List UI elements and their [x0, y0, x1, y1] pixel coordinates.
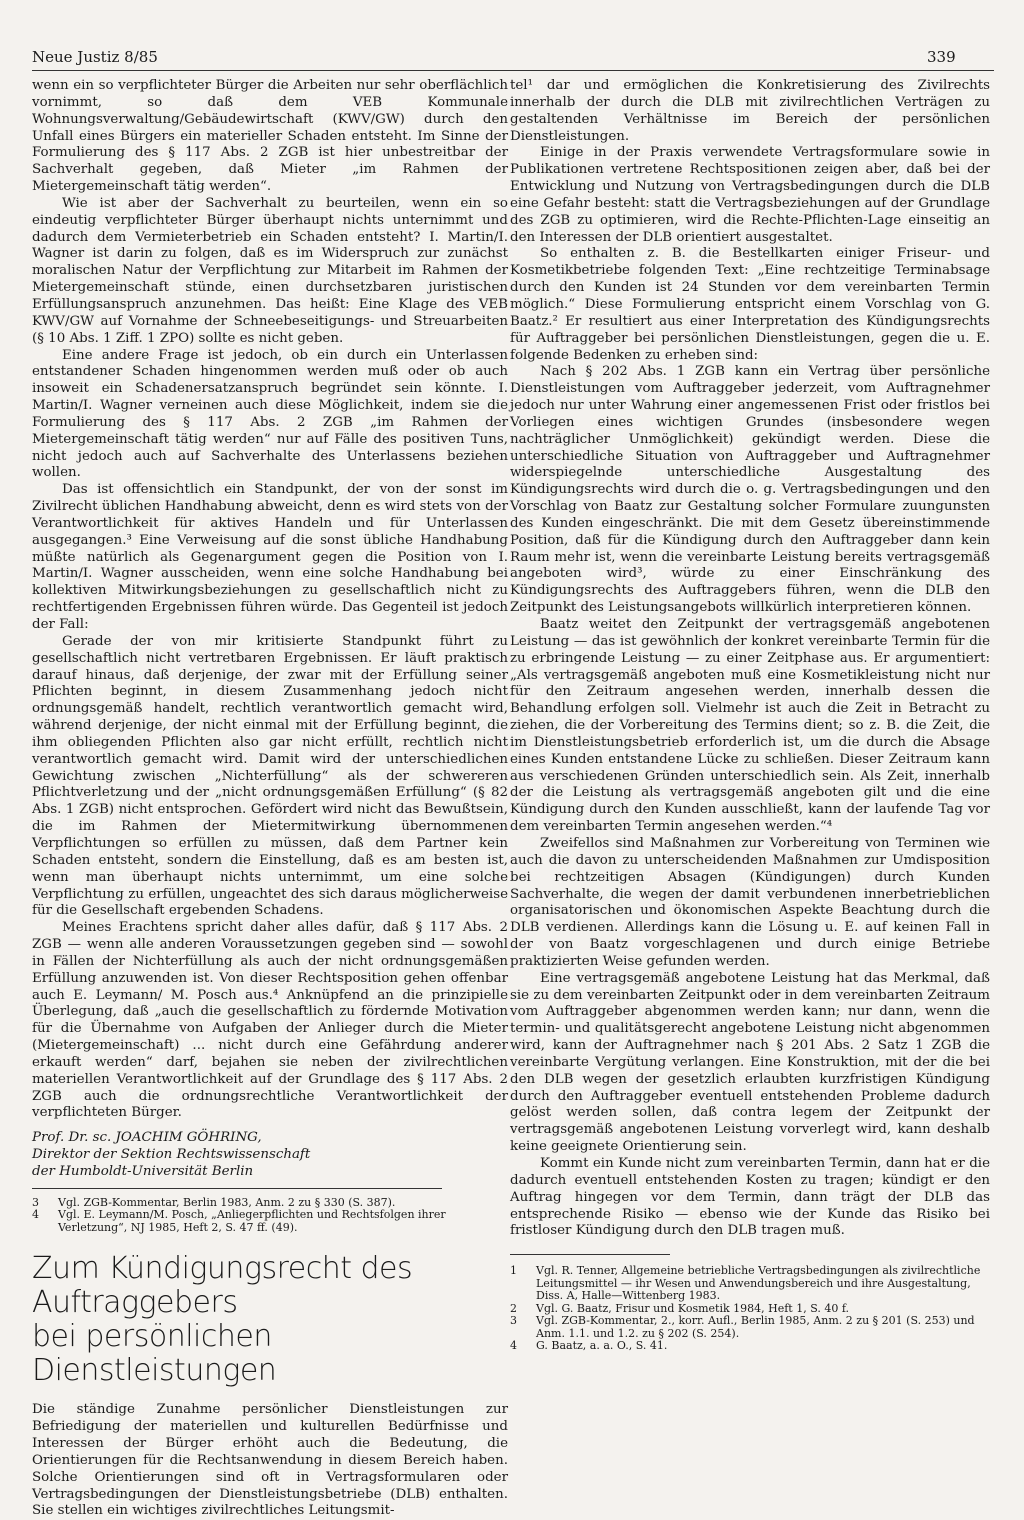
paragraph: Wie ist aber der Sachverhalt zu beurteilen, wenn ein so eindeutig verpflichteter Bürger überhaupt nichts unternimmt und dadurch dem Vermieterbetrieb ein Schaden entsteht? I. Martin/I. Wagner ist darin zu folgen, daß es im Widerspruch zur zunächst moralischen Natur der Verpflichtung zur Mitarbeit im Rahmen der Mietergemeinschaft stünde, einen durchsetzbaren juristischen Erfüllungsanspruch anzunehmen. Das heißt: Eine Klage des VEB KWV/GW auf Vornahme der Schneebeseitigungs- und Streuarbeiten (§ 10 Abs. 1 Ziff. 1 ZPO) sollte es nicht geben. [32, 195, 508, 346]
paragraph: So enthalten z. B. die Bestellkarten einiger Friseur- und Kosmetikbetriebe folgenden Text: „Eine rechtzeitige Terminabsage durch den Kunden ist 24 Stunden vor dem vereinbarten Termin möglich.“ Diese Formulierung entspricht einem Vorschlag von G. Baatz.² Er resultiert aus einer Interpretation des Kündigungsrechts für Auftraggeber bei persönlichen Dienstleistungen, gegen die u. E. folgende Bedenken zu erheben sind: [510, 246, 990, 363]
footnote-number: 4 [510, 1339, 517, 1353]
footnote-number: 3 [510, 1314, 517, 1328]
footnote [510, 1265, 990, 1303]
footnote [510, 1340, 990, 1353]
paragraph: wenn ein so verpflichteter Bürger die Arbeiten nur sehr oberflächlich vornimmt, so daß dem VEB Kommunale Wohnungsverwaltung/Gebäudewirtschaft (KWV/GW) durch den Unfall eines Bürgers ein materieller Schaden entsteht. Im Sinne der Formulierung des § 117 Abs. 2 ZGB ist hier unbestreitbar der Sachverhalt gegeben, daß Mieter „im Rahmen der Mietergemeinschaft tätig werden“. [32, 78, 508, 195]
paragraph: Kommt ein Kunde nicht zum vereinbarten Termin, dann hat er die dadurch eventuell entstehenden Kosten zu tragen; kündigt er den Auftrag hingegen vor dem Termin, dann trägt der DLB das entsprechende Risiko — ebenso wie der Kunde das Risiko bei fristloser Kündigung durch den DLB tragen muß. [510, 1156, 990, 1239]
footnote-text: Vgl. ZGB-Kommentar, 2., korr. Aufl., Berlin 1985, Anm. 2 zu § 201 (S. 253) und Anm. 1.1. und 1.2. zu § 202 (S. 254). [536, 1314, 975, 1340]
paragraph: Das ist offensichtlich ein Standpunkt, der von der sonst im Zivilrecht üblichen Handhabung abweicht, denn es wird stets von der Verantwortlichkeit für aktives Handeln und für Unterlassen ausgegangen.³ Eine Verweisung auf die sonst übliche Handhabung müßte natürlich als Gegenargument gegen die Position von I. Martin/I. Wagner ausscheiden, wenn eine solche Handhabung bei kollektiven Mitwirkungsbeziehungen zu gesellschaftlich nicht zu rechtfertigenden Ergebnissen führen würde. Das Gegenteil ist jedoch der Fall: [32, 482, 508, 632]
article-title-line: bei persönlichen Dienstleistungen [32, 1319, 277, 1389]
paragraph: Einige in der Praxis verwendete Vertragsformulare sowie in Publikationen vertretene Rechtspositionen zeigen aber, daß bei der Entwicklung und Nutzung von Vertragsbedingungen durch die DLB eine Gefahr besteht: statt die Vertragsbeziehungen auf der Grundlage des ZGB zu optimieren, wird die Rechte-Pflichten-Lage einseitig an den Interessen der DLB orientiert ausgestaltet. [510, 145, 990, 245]
footnote-text: Vgl. G. Baatz, Frisur und Kosmetik 1984, Heft 1, S. 40 f. [536, 1301, 850, 1315]
footnote-text: Vgl. E. Leymann/M. Posch, „Anliegerpflichten und Rechtsfolgen ihrer Verletzung“, NJ 1985, Heft 2, S. 47 ff. (49). [58, 1208, 446, 1234]
signature-line: Direktor der Sektion Rechtswissenschaft [32, 1147, 311, 1163]
paragraph: Eine andere Frage ist jedoch, ob ein durch ein Unterlassen entstandener Schaden hingenommen werden muß oder ob auch insoweit ein Schadenersatzanspruch begründet sein könnte. I. Martin/I. Wagner verneinen auch diese Möglichkeit, indem sie die Formulierung des § 117 Abs. 2 ZGB „im Rahmen der Mietergemeinschaft tätig werden“ nur auf Fälle des positiven Tuns, nicht jedoch auch auf Sachverhalte des Unterlassens beziehen wollen. [32, 347, 508, 481]
header-rule [32, 70, 994, 71]
author-signature [32, 1130, 508, 1181]
paragraph: Baatz weitet den Zeitpunkt der vertragsgemäß angebotenen Leistung — das ist gewöhnlich der konkret vereinbarte Termin für die zu erbringende Leistung — zu einer Zeitphase aus. Er argumentiert: „Als vertragsgemäß angeboten muß eine Kosmetikleistung nicht nur für den Zeitraum angesehen werden, innerhalb dessen die Behandlung erfolgen soll. Vielmehr ist auch die Zeit in Betracht zu ziehen, die der Vorbereitung des Termins dient; so z. B. die Zeit, die im Dienstleistungsbetrieb erforderlich ist, um die durch die Absage eines Kunden entstandene Lücke zu schließen. Dieser Zeitraum kann aus verschiedenen Gründen unterschiedlich sein. Als Zeit, innerhalb der die Leistung als vertragsgemäß angeboten gilt und die eine Kündigung durch den Kunden ausschließt, kann der laufende Tag vor dem vereinbarten Termin angesehen werden.“⁴ [510, 617, 990, 835]
article-title-line: Zum Kündigungsrecht des Auftraggebers [32, 1251, 413, 1321]
signature-line: der Humboldt-Universität Berlin [32, 1164, 254, 1179]
article-intro: Die ständige Zunahme persönlicher Dienstleistungen zur Befriedigung der materiellen und kulturellen Bedürfnisse und Interessen der Bürger erhöht auch die Bedeutung, die Orientierungen für die Rechtsanwendung in diesem Bereich haben. Solche Orientierungen sind oft in Vertragsformularen oder Vertragsbedingungen der Dienstleistungsbetriebe (DLB) enthalten. Sie stellen ein wichtiges zivilrechtliches Leitungsmit- [32, 1402, 508, 1519]
footnote-number: 4 [32, 1208, 39, 1222]
paragraph: tel¹ dar und ermöglichen die Konkretisierung des Zivilrechts innerhalb der durch die DLB mit zivilrechtlichen Verträgen zu gestaltenden Verhältnisse im Bereich der persönlichen Dienstleistungen. [510, 78, 990, 144]
footnote-text: Vgl. ZGB-Kommentar, Berlin 1983, Anm. 2 zu § 330 (S. 387). [58, 1195, 396, 1209]
right-column [510, 78, 990, 1353]
footnote-number: 3 [32, 1195, 39, 1209]
footnote-number: 1 [510, 1264, 517, 1278]
journal-header: Neue Justiz 8/85 [32, 48, 158, 66]
paragraph: Meines Erachtens spricht daher alles dafür, daß § 117 Abs. 2 ZGB — wenn alle anderen Voraussetzungen gegeben sind — sowohl in Fällen der Nichterfüllung als auch der nicht ordnungsgemäßen Erfüllung anzuwenden ist. Von dieser Rechtsposition gehen offenbar auch E. Leymann/ M. Posch aus.⁴ Anknüpfend an die prinzipielle Überlegung, daß „auch die gesellschaftlich zu fördernde Motivation für die Übernahme von Aufgaben der Anlieger durch die Mieter (Mietergemeinschaft) ... nicht durch eine Gefährdung anderer erkauft werden“ darf, bejahen sie neben der zivilrechtlichen materiellen Verantwortlichkeit auf der Grundlage des § 117 Abs. 2 ZGB auch die ordnungsrechtliche Verantwortlichkeit der verpflichteten Bürger. [32, 920, 508, 1121]
footnote-text: G. Baatz, a. a. O., S. 41. [536, 1339, 668, 1353]
footnote-number: 2 [510, 1301, 517, 1315]
footnotes-left [32, 1197, 508, 1235]
footnote-rule [32, 1188, 442, 1189]
footnote-rule [510, 1254, 670, 1255]
footnotes-right [510, 1265, 990, 1353]
footnote-text: Vgl. R. Tenner, Allgemeine betriebliche Vertragsbedingungen als zivilrechtliche Leitungsmittel — ihr Wesen und Anwendungsbereich und ihre Ausgestaltung, Diss. A, Halle—Wittenberg 1983. [536, 1264, 981, 1303]
footnote [510, 1315, 990, 1340]
signature-line: Prof. Dr. sc. JOACHIM GÖHRING, [32, 1130, 262, 1146]
page-number: 339 [927, 48, 956, 66]
article-title [32, 1252, 508, 1388]
footnote [32, 1209, 508, 1234]
paragraph: Eine vertragsgemäß angebotene Leistung hat das Merkmal, daß sie zu dem vereinbarten Zeitpunkt oder in dem vereinbarten Zeitraum vom Auftraggeber abgenommen werden kann; nur dann, wenn die termin- und qualitätsgerecht angebotene Leistung nicht abgenommen wird, kann der Auftragnehmer nach § 201 Abs. 2 Satz 1 ZGB die vereinbarte Vergütung verlangen. Eine Konstruktion, mit der die bei den DLB wegen der gesetzlich erlaubten kurzfristigen Kündigung durch den Auftraggeber eventuell entstehenden Probleme dadurch gelöst werden sollen, daß contra legem der Zeitpunkt der vertragsgemäß angebotenen Leistung vorverlegt wird, kann deshalb keine geeignete Orientierung sein. [510, 970, 990, 1155]
paragraph: Nach § 202 Abs. 1 ZGB kann ein Vertrag über persönliche Dienstleistungen vom Auftraggeber jederzeit, vom Auftragnehmer jedoch nur unter Wahrung einer angemessenen Frist oder fristlos bei Vorliegen eines wichtigen Grundes (insbesondere wegen nachträglicher Unmöglichkeit) gekündigt werden. Diese die unterschiedliche Situation von Auftraggeber und Auftragnehmer widerspiegelnde unterschiedliche Ausgestaltung des Kündigungsrechts wird durch die o. g. Vertragsbedingungen und den Vorschlag von Baatz zur Gestaltung solcher Formulare zuungunsten des Kunden eingeschränkt. Die mit dem Gesetz übereinstimmende Position, daß für die Kündigung durch den Auftraggeber dann kein Raum mehr ist, wenn die vereinbarte Leistung bereits vertragsgemäß angeboten wird³, würde zu einer Einschränkung des Kündigungsrechts des Auftraggebers führen, wenn die DLB den Zeitpunkt des Leistungsangebots willkürlich interpretieren können. [510, 364, 990, 616]
left-column [32, 78, 508, 1520]
paragraph: Zweifellos sind Maßnahmen zur Vorbereitung von Terminen wie auch die davon zu unterscheidenden Maßnahmen zur Umdisposition bei rechtzeitigen Absagen (Kündigungen) durch Kunden Sachverhalte, die wegen der damit verbundenen innerbetrieblichen organisatorischen und ökonomischen Aspekte Beachtung durch die DLB verdienen. Allerdings kann die Lösung u. E. auf keinen Fall in der von Baatz vorgeschlagenen und durch einige Betriebe praktizierten Weise gefunden werden. [510, 835, 990, 969]
paragraph: Gerade der von mir kritisierte Standpunkt führt zu gesellschaftlich nicht vertretbaren Ergebnissen. Er läuft praktisch darauf hinaus, daß derjenige, der zwar mit der Erfüllung seiner Pflichten beginnt, in diesem Zusammenhang jedoch nicht ordnungsgemäß handelt, rechtlich verantwortlich gemacht wird, während derjenige, der nicht einmal mit der Erfüllung beginnt, die ihm obliegenden Pflichten also gar nicht erfüllt, rechtlich nicht verantwortlich gemacht wird. Damit wird der unterschiedlichen Gewichtung zwischen „Nichterfüllung“ als der schwereren Pflichtverletzung und der „nicht ordnungsgemäßen Erfüllung“ (§ 82 Abs. 1 ZGB) nicht entsprochen. Gefördert wird nicht das Bewußtsein, die im Rahmen der Mietermitwirkung übernommenen Verpflichtungen so erfüllen zu müssen, daß dem Partner kein Schaden entsteht, sondern die Einstellung, daß es am besten ist, wenn man überhaupt nichts unternimmt, um eine solche Verpflichtung zu erfüllen, ungeachtet des sich daraus möglicherweise für die Gesellschaft ergebenden Schadens. [32, 633, 508, 919]
